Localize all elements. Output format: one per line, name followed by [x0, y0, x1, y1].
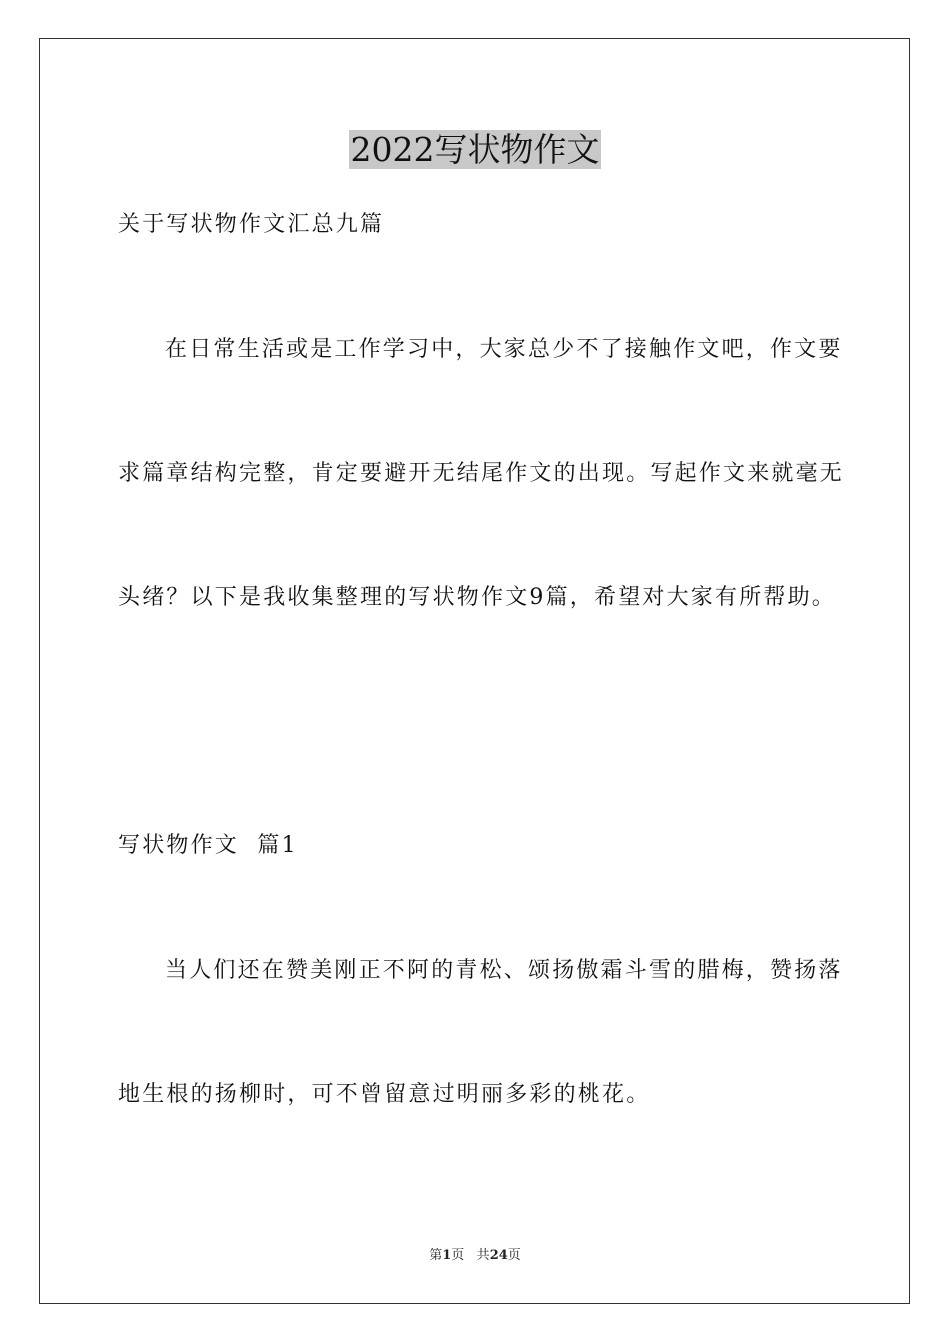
section-heading: 写状物作文 篇1: [118, 833, 298, 858]
document-subtitle: 关于写状物作文汇总九篇: [118, 212, 385, 237]
intro-line-1: 在日常生活或是工作学习中，大家总少不了接触作文吧，作文要: [165, 337, 843, 362]
intro-line-3: 头绪？以下是我收集整理的写状物作文9篇，希望对大家有所帮助。: [118, 585, 836, 610]
footer-page-prefix: 第: [429, 1248, 443, 1263]
document-title-text: 2022写状物作文: [350, 130, 600, 169]
footer-total-suffix: 页: [507, 1248, 521, 1263]
intro-line-2: 求篇章结构完整，肯定要避开无结尾作文的出现。写起作文来就毫无: [118, 461, 845, 486]
document-title: [0, 128, 950, 172]
section-line-1: 当人们还在赞美刚正不阿的青松、颂扬傲霜斗雪的腊梅，赞扬落: [165, 958, 843, 983]
footer-total-pages: 24: [489, 1248, 508, 1263]
footer-page-suffix: 页: [451, 1248, 465, 1263]
section-line-2: 地生根的扬柳时，可不曾留意过明丽多彩的桃花。: [118, 1082, 651, 1107]
footer-page-number: 1: [442, 1248, 452, 1263]
page-footer: [0, 1247, 950, 1265]
footer-total-prefix: 共: [476, 1248, 490, 1263]
